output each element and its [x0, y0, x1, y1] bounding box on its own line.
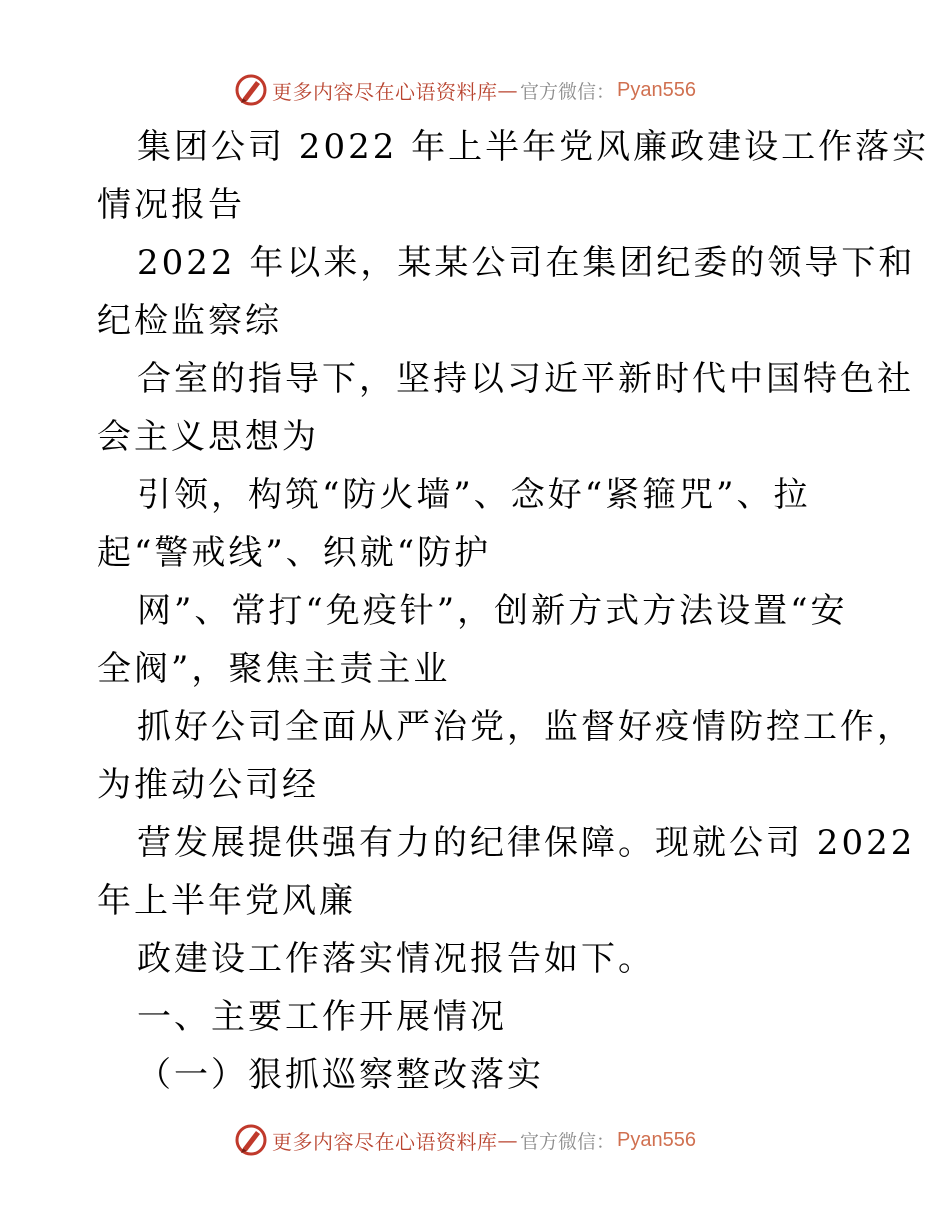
banner-site-text: 更多内容尽在心语资料库: [272, 79, 498, 104]
paragraph-line: 年上半年党风廉: [97, 881, 356, 921]
paragraph-line: 政建设工作落实情况报告如下。: [137, 939, 655, 979]
paragraph-5: [97, 698, 914, 814]
banner-account: Pyan556: [617, 78, 696, 101]
title-line-2: 情况报告: [97, 185, 245, 225]
document-body: [97, 118, 930, 1104]
pen-logo-icon: [234, 1123, 268, 1157]
document-title: [97, 118, 930, 234]
section-heading: 一、主要工作开展情况: [137, 997, 507, 1037]
banner-wechat-label: 官方微信：: [520, 1130, 616, 1153]
paragraph-line: 为推动公司经: [97, 765, 319, 805]
paragraph-4: [97, 582, 857, 698]
banner-wechat-label: 官方微信：: [520, 80, 616, 103]
paragraph-line: 全阀”，聚焦主责主业: [97, 649, 451, 689]
title-line-1: 集团公司 2022 年上半年党风廉政建设工作落实: [137, 127, 930, 167]
paragraph-line: 抓好公司全面从严治党，监督好疫情防控工作，: [137, 707, 914, 747]
paragraph-3: [97, 466, 857, 582]
pen-logo-icon: [234, 73, 268, 107]
banner-dash: —: [497, 1128, 518, 1152]
paragraph-line: 合室的指导下，坚持以习近平新时代中国特色社: [137, 359, 914, 399]
paragraph-line: 起“警戒线”、织就“防护: [97, 533, 492, 573]
subsection-heading: （一）狠抓巡察整改落实: [137, 1055, 544, 1095]
footer-banner: [234, 1120, 696, 1160]
banner-site-text: 更多内容尽在心语资料库: [272, 1129, 498, 1154]
paragraph-line: 网”、常打“免疫针”，创新方式方法设置“安: [137, 591, 848, 631]
banner-account: Pyan556: [617, 1128, 696, 1151]
banner-dash: —: [497, 78, 518, 102]
paragraph-line: 纪检监察综: [97, 301, 282, 341]
paragraph-line: 引领，构筑“防火墙”、念好“紧箍咒”、拉: [137, 475, 811, 515]
paragraph-line: 营发展提供强有力的纪律保障。现就公司 2022: [137, 823, 916, 863]
paragraph-2: [97, 350, 914, 466]
paragraph-6: [97, 814, 916, 930]
paragraph-line: 会主义思想为: [97, 417, 319, 457]
header-banner: [234, 70, 696, 110]
paragraph-line: 2022 年以来，某某公司在集团纪委的领导下和: [137, 243, 916, 283]
paragraph-7: [97, 930, 857, 988]
paragraph-1: [97, 234, 916, 350]
